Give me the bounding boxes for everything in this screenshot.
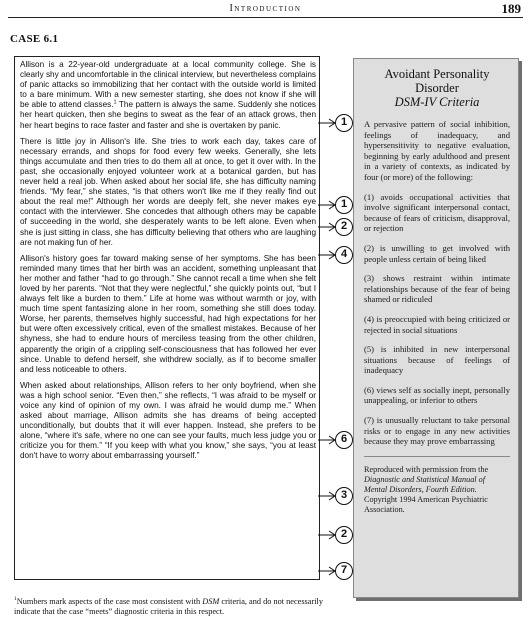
footnote-lead: Numbers mark aspects of the case most consistent with [16,596,203,606]
criterion-item-4: (4) is preoccupied with being criticized or rejected in social situations [364,313,510,335]
criterion-item-3: (3) shows restraint within intimate relationships because of the fear of being shamed or ridiculed [364,273,510,305]
criterion-marker [318,525,358,545]
criteria-box [353,58,519,598]
case-text [20,60,316,468]
case-paragraph-3: Allison's history goes far toward making sense of her symptoms. She has been reminded many times that her birth was an accident, something unpleasant that her mother and father “had to go through.” She cannot recall a time when she felt loved by her parents. “Not that they were neglectful,” she quickly points out, “but I always felt like a burden to them.” Life at home was without warmth or joy, with much time spent fantasizing alone in her room, something she still does today. Worse, her parents, themselves highly successful, had high expectations for her but were often excessively critical, even of the smallest mistakes. Because of her shyness, she had to endure hours of merciless teasing from the other children, apparently the origin of a crippling self-consciousness that has followed her ever since. Unable to defend herself, she withdrew socially, as if to become smaller and less noticeable to others. [20,253,316,374]
criteria-body [364,119,510,447]
criterion-item-7: (7) is unusually reluctant to take personal risks or to engage in any new activities because they may prove embarrassing [364,415,510,447]
criterion-item-2: (2) is unwilling to get involved with people unless certain of being liked [364,242,510,264]
criterion-marker [318,561,358,581]
permission-copyright: Copyright 1994 American Psychiatric Association. [364,494,488,514]
criterion-marker [318,195,358,215]
criterion-marker [318,217,358,237]
header-rule [8,17,523,18]
running-title: Introduction [229,3,302,14]
footnote-marker: 1 [14,596,17,602]
criterion-number: 3 [340,489,348,501]
criterion-number: 2 [340,528,348,540]
criterion-item-1: (1) avoids occupational activities that involve significant interpersonal contact, because of fears of criticism, disapproval, or rejection [364,191,510,234]
footnote-dsm: DSM [202,596,220,606]
footnote-tail: criteria, and do not necessarily indicate that the case “meets” diagnostic criteria in this respect. [14,596,323,617]
page-number: 189 [501,1,521,16]
criteria-title-line-1: Avoidant Personality [384,67,490,81]
criteria-title-line-2: Disorder [415,81,459,95]
criteria-title-line-3: DSM-IV Criteria [394,95,480,109]
case-paragraph-1-tail: The pattern is always the same. Suddenly she notices her heart quicken, then she begins to sweat as the fear of an attack grows, then her heart begins to race faster and faster and she is overtaken by panic. [20,100,316,130]
criterion-item-6: (6) views self as socially inept, personally unappealing, or inferior to others [364,384,510,406]
case-paragraph-2: There is little joy in Allison's life. She tries to work each day, takes care of necessary errands, and shops for food every few weeks. Generally, she lets things accumulate and then tries to do them all at once, to get it over with. In the past, she occasionally enjoyed volunteer work at a botanical garden, but has never held a real job. When asked about her social life, she has difficulty naming friends. “My fear,” she states, “is that others won't like me if they really find out about the real me!” Although her words are deeply felt, she never makes eye contact with the interviewer. She concedes that although others may be capable of succeeding in the world, she desperately wants to be left alone. Even when she is just sitting in class, she has difficulty believing that others who are laughing are not making fun of her. [20,136,316,247]
case-paragraph-4: When asked about relationships, Allison refers to her only boyfriend, when she was a high school senior. “Even then,” she reflects, “I was afraid to be myself or voice any kind of opinion of my own. I was afraid he would dump me.” When asked about marriage, Allison admits she has dreams of being accepted unconditionally, but doubts that it will ever happen. Instead, she prefers to be alone, “where it's safe, where no one can see your faults, much less judge you or criticize you for them.” “If you keep with what you know,” she says, “you at least don't have to worry about embarrassing yourself.” [20,380,316,461]
criterion-item-5: (5) is inhibited in new interpersonal situations because of feelings of inadequacy [364,344,510,376]
footnote-ref: 1 [113,99,117,106]
criterion-number: 2 [340,220,348,232]
case-label: CASE 6.1 [10,33,59,45]
criterion-number: 1 [340,198,348,210]
criteria-intro: A pervasive pattern of social inhibition, feelings of inadequacy, and hypersensitivity to negative evaluation, beginning by early adulthood and present in a variety of contexts, as indicated by four (or more) of the following: [364,119,510,182]
criterion-number: 6 [340,433,348,445]
criterion-marker [318,430,358,450]
permission-source: Diagnostic and Statistical Manual of Mental Disorders, Fourth Edition. [364,474,485,494]
criterion-marker [318,245,358,265]
criterion-number: 7 [340,564,348,576]
criteria-title [364,67,510,109]
criterion-marker [318,486,358,506]
permission-note [364,456,510,515]
footnote [14,594,344,618]
case-paragraph-1 [20,60,316,131]
criterion-marker [318,113,358,133]
permission-lead: Reproduced with permission from the [364,464,489,474]
criteria-markers [318,56,358,586]
case-paragraph-1-head: Allison is a 22-year-old undergraduate at a local community college. She is clearly shy and uncomfortable in the clinical interview, but nevertheless complains of panic attacks so immobilizing that her contact with the outside world is limited to a bare minimum. With a new semester starting, she does not know if she will be able to attend classes. [20,60,316,110]
criterion-number: 4 [340,248,348,260]
criterion-number: 1 [340,116,348,128]
